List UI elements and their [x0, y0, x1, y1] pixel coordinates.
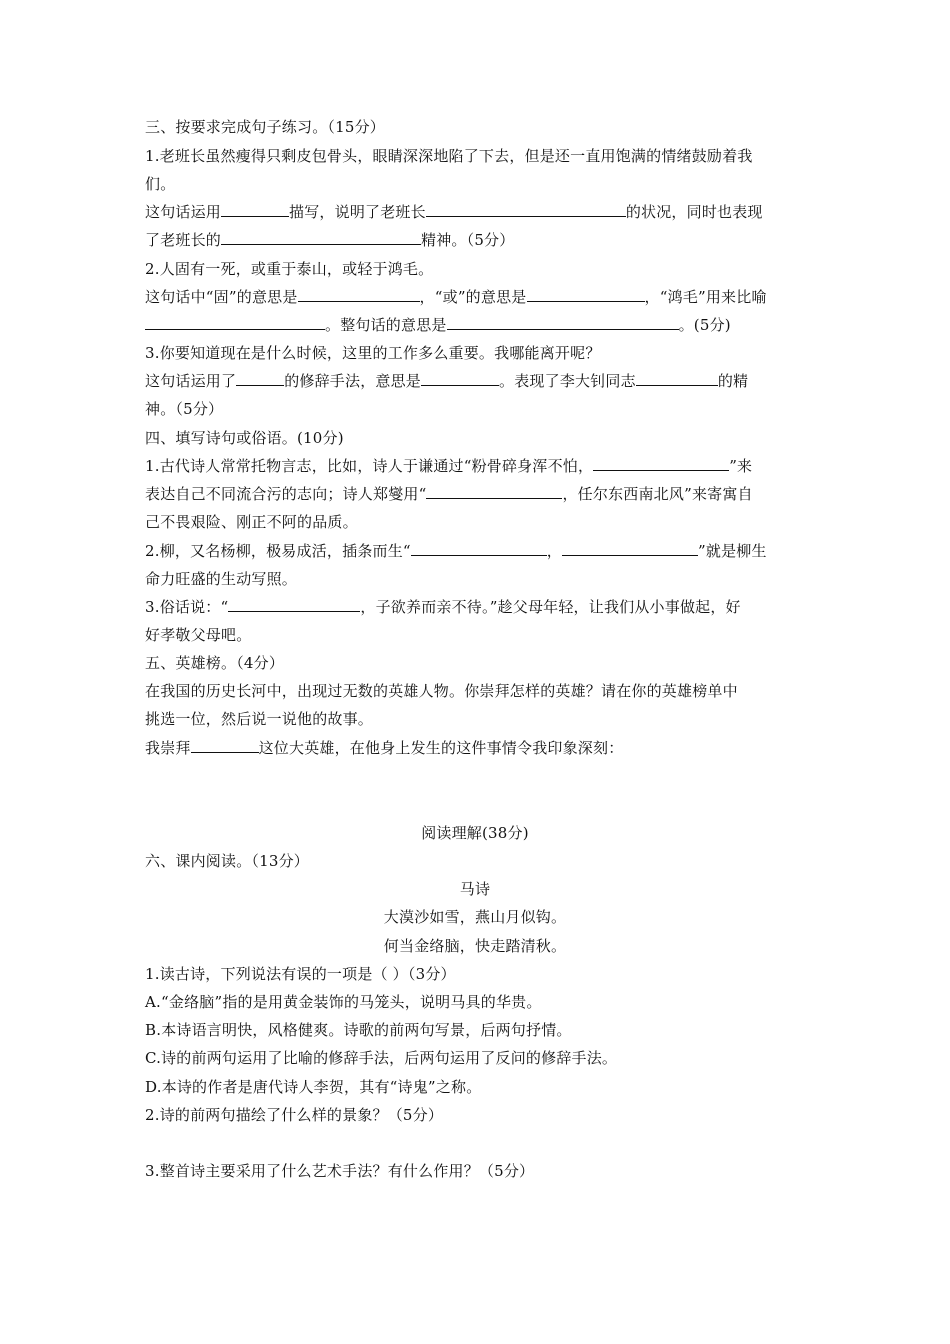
text-segment: 的修辞手法，意思是 — [284, 372, 422, 390]
s3-q3-answer-line1 — [145, 371, 810, 391]
answer-blank[interactable] — [447, 315, 679, 330]
section-4-heading: 四、填写诗句或俗语。(10分) — [145, 429, 344, 447]
option-c: C.诗的前两句运用了比喻的修辞手法，后两句运用了反问的修辞手法。 — [145, 1049, 618, 1067]
option-b: B.本诗语言明快，风格健爽。诗歌的前两句写景，后两句抒情。 — [145, 1021, 572, 1039]
answer-blank[interactable] — [221, 202, 289, 217]
text-segment: 这句话运用 — [145, 203, 222, 221]
s4-q1-line1 — [145, 456, 810, 476]
s4-q2-line2: 命力旺盛的生动写照。 — [145, 570, 298, 588]
answer-blank[interactable] — [236, 371, 284, 386]
text-segment: 3.俗话说：“ — [145, 598, 229, 616]
text-segment: 1.古代诗人常常托物言志，比如，诗人于谦通过“粉骨碎身浑不怕， — [145, 457, 594, 475]
s3-q1-answer-line2 — [145, 230, 810, 250]
text-segment: ， — [546, 542, 562, 560]
answer-blank[interactable] — [636, 371, 718, 386]
text-segment: ”来 — [729, 457, 753, 475]
poem-title: 马诗 — [459, 880, 491, 898]
s3-q2-answer-line1 — [145, 287, 810, 307]
s3-q1-answer-line1 — [145, 202, 810, 222]
answer-blank[interactable] — [298, 287, 420, 302]
answer-blank[interactable] — [426, 484, 562, 499]
reading-section-title: 阅读理解(38分) — [421, 824, 529, 842]
answer-blank[interactable] — [562, 541, 698, 556]
s4-q1-line3: 己不畏艰险、刚正不阿的品质。 — [145, 513, 358, 531]
text-segment: 的精 — [717, 372, 749, 390]
s3-q1-text-line1: 1.老班长虽然瘦得只剩皮包骨头，眼睛深深地陷了下去，但是还一直用饱满的情绪鼓励着我 — [145, 147, 753, 165]
s5-text-line1: 在我国的历史长河中，出现过无数的英雄人物。你崇拜怎样的英雄？请在你的英雄榜单中 — [145, 682, 738, 700]
answer-blank[interactable] — [191, 738, 259, 753]
text-segment: 表达自己不同流合污的志向；诗人郑燮用“ — [145, 485, 427, 503]
s3-q2-text: 2.人固有一死，或重于泰山，或轻于鸿毛。 — [145, 260, 434, 278]
text-segment: 精神。（5分） — [421, 231, 515, 249]
text-segment: 描写，说明了老班长 — [289, 203, 426, 221]
section-5-heading: 五、英雄榜。（4分） — [145, 654, 285, 672]
answer-blank[interactable] — [527, 287, 645, 302]
section-6-heading: 六、课内阅读。（13分） — [145, 852, 309, 870]
answer-blank[interactable] — [421, 371, 499, 386]
poem-line-2: 何当金络脑，快走踏清秋。 — [383, 937, 567, 955]
text-segment: ”就是柳生 — [698, 542, 767, 560]
text-segment: 我崇拜 — [145, 739, 191, 757]
text-segment: 了老班长的 — [145, 231, 222, 249]
text-segment: ，子欲养而亲不待。”趁父母年轻，让我们从小事做起，好 — [360, 598, 741, 616]
reading-q3: 3.整首诗主要采用了什么艺术手法？有什么作用？（5分） — [145, 1162, 535, 1180]
text-segment: 。(5分) — [678, 316, 731, 334]
answer-blank[interactable] — [221, 230, 421, 245]
option-a: A.“金络脑”指的是用黄金装饰的马笼头，说明马具的华贵。 — [145, 993, 542, 1011]
answer-blank[interactable] — [426, 202, 626, 217]
poem-line-1: 大漠沙如雪，燕山月似钩。 — [383, 908, 567, 926]
text-segment: 这句话运用了 — [145, 372, 237, 390]
s3-q2-answer-line2 — [145, 315, 810, 335]
s4-q3-line1 — [145, 597, 810, 617]
text-segment: 。表现了李大钊同志 — [499, 372, 636, 390]
text-segment: ，“或”的意思是 — [419, 288, 527, 306]
text-segment: ，“鸿毛”用来比喻 — [644, 288, 767, 306]
answer-blank[interactable] — [228, 597, 360, 612]
section-3-heading: 三、按要求完成句子练习。（15分） — [145, 118, 385, 136]
s3-q3-answer-line2: 神。（5分） — [145, 400, 224, 418]
s4-q3-line2: 好孝敬父母吧。 — [145, 626, 252, 644]
reading-q1: 1.读古诗，下列说法有误的一项是（ ）（3分） — [145, 965, 456, 983]
option-d: D.本诗的作者是唐代诗人李贺，其有“诗鬼”之称。 — [145, 1078, 482, 1096]
answer-blank[interactable] — [593, 456, 729, 471]
text-segment: 这句话中“固”的意思是 — [145, 288, 298, 306]
answer-blank[interactable] — [411, 541, 547, 556]
s3-q3-text: 3.你要知道现在是什么时候，这里的工作多么重要。我哪能离开呢？ — [145, 344, 601, 362]
text-segment: 2.柳，又名杨柳，极易成活，插条而生“ — [145, 542, 411, 560]
s5-answer-line — [145, 738, 810, 758]
s4-q2-line1 — [145, 541, 810, 561]
answer-blank[interactable] — [145, 315, 325, 330]
s4-q1-line2 — [145, 484, 810, 504]
reading-q2: 2.诗的前两句描绘了什么样的景象？（5分） — [145, 1106, 444, 1124]
s3-q1-text-line2: 们。 — [145, 175, 176, 193]
text-segment: 的状况，同时也表现 — [625, 203, 763, 221]
s5-text-line2: 挑选一位，然后说一说他的故事。 — [145, 710, 374, 728]
text-segment: ，任尔东西南北风”来寄寓自 — [562, 485, 753, 503]
text-segment: 这位大英雄，在他身上发生的这件事情令我印象深刻： — [258, 739, 624, 757]
text-segment: 。整句话的意思是 — [325, 316, 447, 334]
